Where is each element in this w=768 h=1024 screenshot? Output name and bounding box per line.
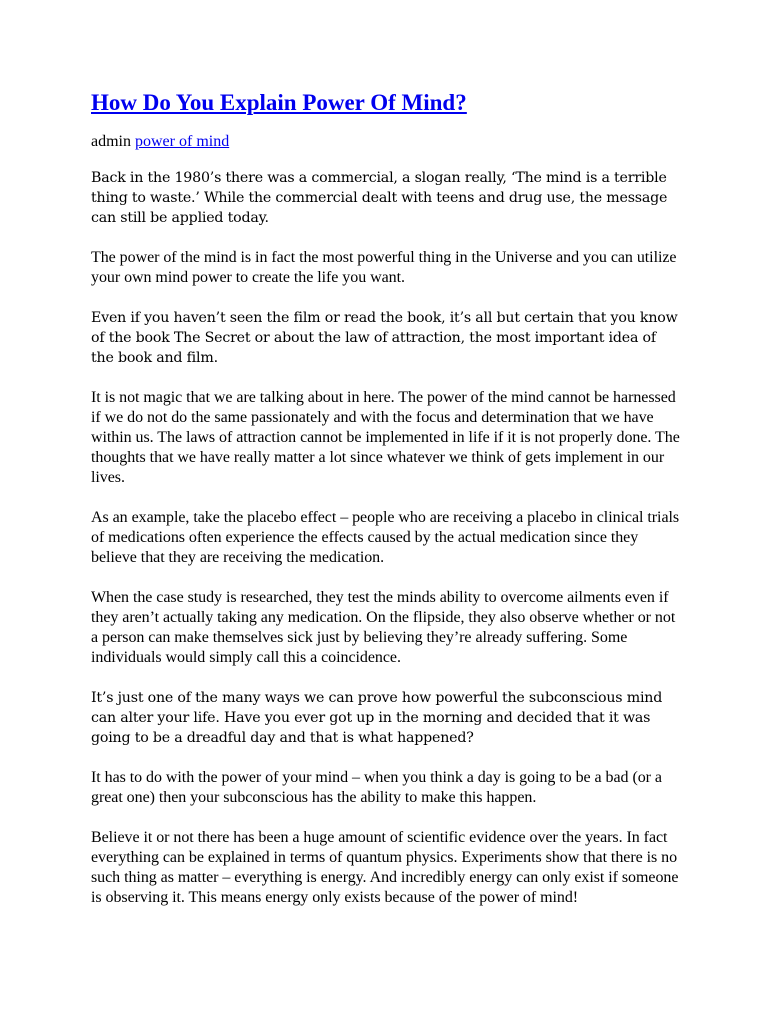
paragraph-6: When the case study is researched, they test the minds ability to overcome ailments even if they aren’t actually taking any medication. On the flipside, they also observe whether or not a person can make themselves sick just by believing they’re already suffering. Some individuals would simply call this a coincidence. [91, 589, 676, 666]
paragraph-7: It’s just one of the many ways we can prove how powerful the subconscious mind can alter your life. Have you ever got up in the morning and decided that it was going to be a dreadful day and that is what happened? [91, 690, 663, 746]
article-meta [91, 132, 681, 152]
paragraph-1: Back in the 1980’s there was a commercial, a slogan really, ‘The mind is a terrible thing to waste.’ While the commercial dealt with teens and drug use, the message can still be applied today. [91, 170, 668, 226]
article-body [91, 168, 681, 908]
paragraph-5: As an example, take the placebo effect – people who are receiving a placebo in clinical trials of medications often experience the effects caused by the actual medication since they believe that they are receiving the medication. [91, 509, 680, 566]
paragraph-2: The power of the mind is in fact the most powerful thing in the Universe and you can utilize your own mind power to create the life you want. [91, 249, 677, 286]
article-title-link[interactable]: How Do You Explain Power Of Mind? [91, 90, 467, 115]
paragraph-3: Even if you haven’t seen the film or read the book, it’s all but certain that you know of the book The Secret or about the law of attraction, the most important idea of the book and film. [91, 310, 678, 366]
paragraph-9: Believe it or not there has been a huge amount of scientific evidence over the years. In fact everything can be explained in terms of quantum physics. Experiments show that there is no such thing as matter – everything is energy. And incredibly energy can only exist if someone is observing it. This means energy only exists because of the power of mind! [91, 829, 679, 906]
paragraph-8: It has to do with the power of your mind – when you think a day is going to be a bad (or a great one) then your subconscious has the ability to make this happen. [91, 769, 662, 806]
category-link[interactable]: power of mind [135, 133, 230, 150]
article-title[interactable] [91, 88, 681, 118]
article-page [91, 88, 681, 928]
author-name: admin [91, 133, 131, 150]
paragraph-4: It is not magic that we are talking about in here. The power of the mind cannot be harnessed if we do not do the same passionately and with the focus and determination that we have within us. The laws of attraction cannot be implemented in life if it is not properly done. The thoughts that we have really matter a lot since whatever we think of gets implement in our lives. [91, 389, 680, 486]
